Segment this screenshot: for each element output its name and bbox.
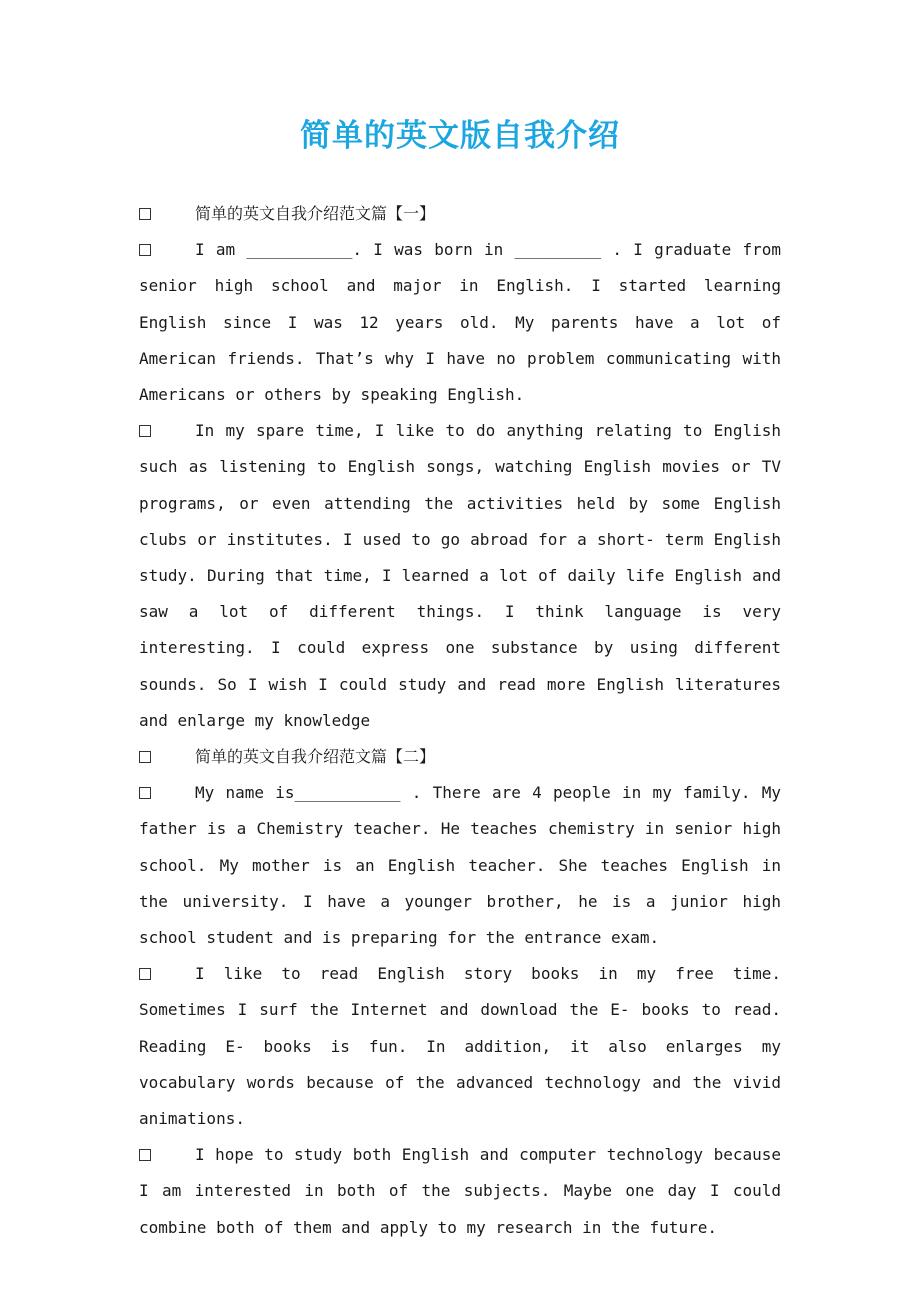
paragraph-text: I like to read English story books in my free time. Sometimes I surf the Internet and download the E- books to read. Reading E- books is fun. In addition, it also enlarges my vocabulary words because of the advanced technology and the vivid animations. [139,964,781,1129]
checkbox-bullet-icon [139,244,151,256]
checkbox-bullet-icon [139,208,151,220]
paragraph-2 [139,413,781,739]
paragraph-text: In my spare time, I like to do anything relating to English such as listening to English songs, watching English movies or TV programs, or even attending the activities held by some English clubs or institutes. I used to go abroad for a short- term English study. During that time, I learned a lot of daily life English and saw a lot of different things. I think language is very interesting. I could express one substance by using different sounds. So I wish I could study and read more English literatures and enlarge my knowledge [139,421,781,730]
paragraph-3 [139,775,781,956]
paragraph-text: My name is___________ . There are 4 people in my family. My father is a Chemistry teacher. He teaches chemistry in senior high school. My mother is an English teacher. She teaches English in the university. I have a younger brother, he is a junior high school student and is preparing for the entrance exam. [139,783,781,948]
document-body [139,196,781,1246]
paragraph-text: I hope to study both English and computer technology because I am interested in both of the subjects. Maybe one day I could combine both of them and apply to my research in the future. [139,1145,781,1237]
paragraph-1 [139,232,781,413]
checkbox-bullet-icon [139,425,151,437]
section-heading-1 [139,196,781,232]
checkbox-bullet-icon [139,787,151,799]
document-title: 简单的英文版自我介绍 [300,118,620,154]
section-heading-2 [139,739,781,775]
checkbox-bullet-icon [139,968,151,980]
paragraph-4 [139,956,781,1137]
paragraph-5 [139,1137,781,1246]
section-heading-text: 简单的英文自我介绍范文篇【二】 [195,747,436,767]
paragraph-text: I am ___________. I was born in _________ . I graduate from senior high school and major in English. I started learning English since I was 12 years old. My parents have a lot of American friends. That’s why I have no problem communicating with Americans or others by speaking English. [139,240,781,405]
checkbox-bullet-icon [139,1149,151,1161]
section-heading-text: 简单的英文自我介绍范文篇【一】 [195,204,436,223]
checkbox-bullet-icon [139,751,151,763]
